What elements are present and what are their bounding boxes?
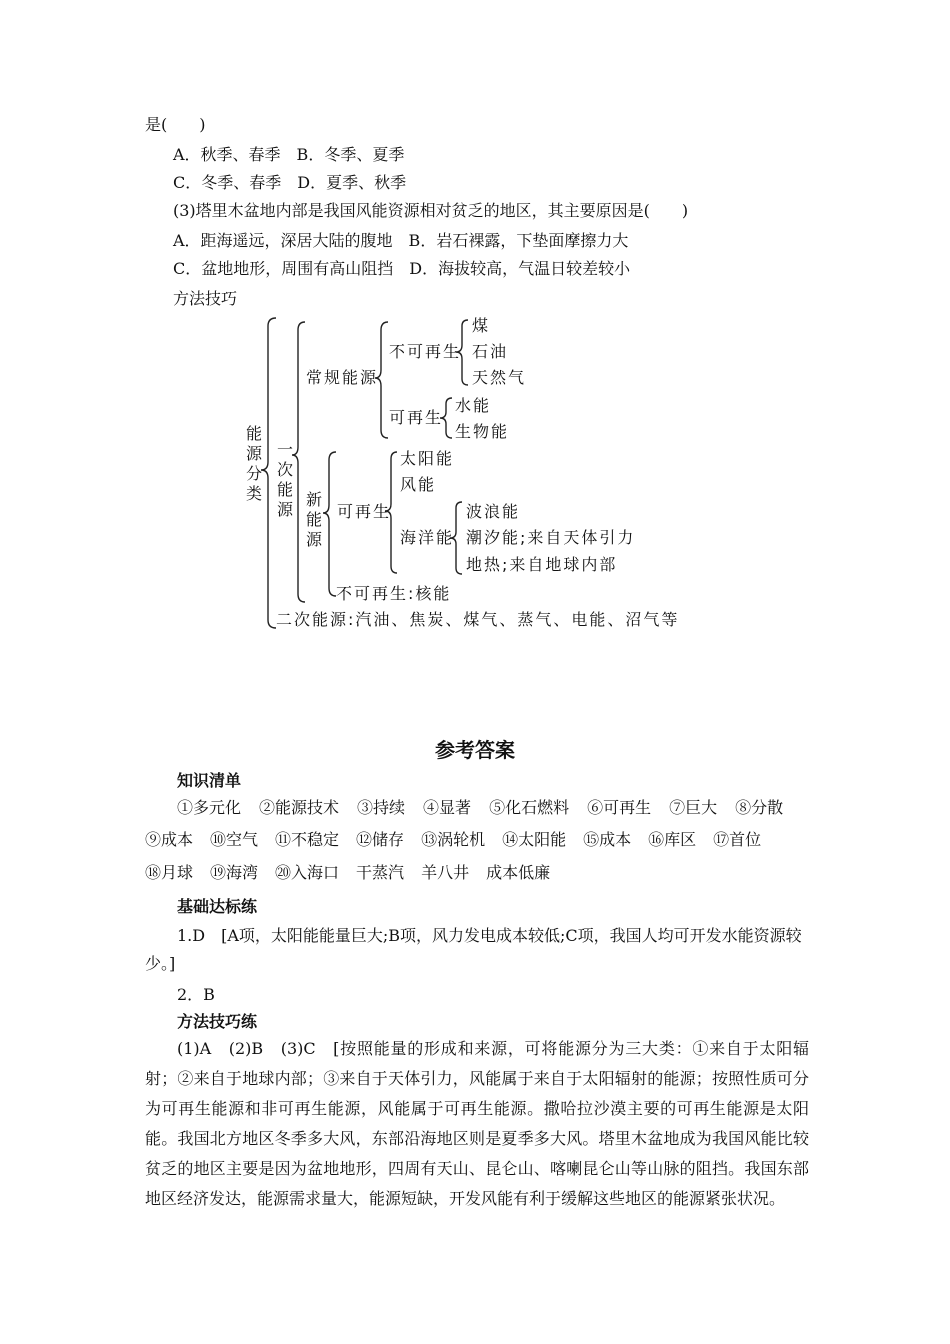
- list-item: ⑳入海口: [275, 863, 340, 882]
- list-item: ⑤化石燃料: [489, 798, 570, 817]
- list-item: 干蒸汽: [356, 863, 405, 882]
- q2-tail: 是( ): [145, 115, 206, 134]
- list-item: ⑨成本: [145, 830, 194, 849]
- list-item: ④显著: [423, 798, 472, 817]
- diagram-solar: 太阳能: [400, 449, 455, 468]
- list-item: ⑱月球: [145, 863, 194, 882]
- list-item: 羊八井: [421, 863, 470, 882]
- diagram-new-nonrenewable: 不可再生:核能: [336, 584, 452, 603]
- diagram-geothermal: 地热;来自地球内部: [466, 555, 618, 574]
- diagram-hydro: 水能: [455, 396, 492, 415]
- diagram-gas: 天然气: [472, 368, 527, 387]
- method-heading: 方法技巧: [173, 289, 238, 308]
- diagram-coal: 煤: [472, 316, 491, 335]
- list-item: ⑰首位: [713, 830, 762, 849]
- diagram-nonrenewable: 不可再生: [389, 342, 462, 361]
- diagram-ocean: 海洋能: [400, 528, 455, 547]
- diagram-wind: 风能: [400, 475, 437, 494]
- diagram-primary-label: 一次能源: [276, 440, 293, 519]
- answers-title: 参考答案: [435, 738, 515, 762]
- knowledge-row-1: [177, 797, 783, 819]
- list-item: ⑭太阳能: [502, 830, 567, 849]
- q3-options-2: C．盆地地形，周围有高山阻挡 D．海拔较高，气温日较差较小: [173, 259, 631, 278]
- diagram-tidal: 潮汐能;来自天体引力: [466, 528, 636, 547]
- list-item: ⑯库区: [648, 830, 697, 849]
- knowledge-row-3: [145, 862, 550, 884]
- list-item: ⑧分散: [735, 798, 784, 817]
- diagram-secondary: 二次能源:汽油、焦炭、煤气、蒸气、电能、沼气等: [276, 610, 680, 629]
- diagram-conventional: 常规能源: [306, 368, 379, 387]
- list-item: 成本低廉: [486, 863, 551, 882]
- list-item: ⑥可再生: [587, 798, 652, 817]
- list-item: ⑫储存: [356, 830, 405, 849]
- diagram-bio: 生物能: [455, 422, 510, 441]
- list-item: ①多元化: [177, 798, 242, 817]
- diagram-root-label: 能源分类: [245, 424, 262, 503]
- list-item: ③持续: [357, 798, 406, 817]
- list-item: ⑪不稳定: [275, 830, 340, 849]
- diagram-wave: 波浪能: [466, 502, 521, 521]
- diagram-new-energy: 新能源: [305, 490, 322, 549]
- list-item: ②能源技术: [259, 798, 340, 817]
- knowledge-heading: 知识清单: [177, 771, 242, 790]
- basic-answer-1a: 1.D [A项，太阳能能量巨大;B项，风力发电成本较低;C项，我国人均可开发水能资源较: [177, 926, 802, 945]
- q2-options-1: A．秋季、春季 B．冬季、夏季: [173, 145, 405, 164]
- diagram-new-renewable: 可再生: [337, 502, 392, 521]
- list-item: ⑲海湾: [210, 863, 259, 882]
- diagram-renewable: 可再生: [389, 408, 444, 427]
- basic-answer-1b: 少。]: [145, 954, 176, 973]
- list-item: ⑬涡轮机: [421, 830, 486, 849]
- basic-heading: 基础达标练: [177, 897, 258, 916]
- list-item: ⑮成本: [583, 830, 632, 849]
- method-practice-text: (1)A (2)B (3)C [按照能量的形成和来源，可将能源分为三大类：①来自于太阳辐射；②来自于地球内部；③来自于天体引力，风能属于来自于太阳辐射的能源；按照性质可分为可再生能源和非可再生能源，风能属于可再生能源。撒哈拉沙漠主要的可再生能源是太阳能。我国北方地区冬季多大风，东部沿海地区则是夏季多大风。塔里木盆地成为我国风能比较贫乏的地区主要是因为盆地地形，四周有天山、昆仑山、喀喇昆仑山等山脉的阻挡。我国东部地区经济发达，能源需求量大，能源短缺，开发风能有利于缓解这些地区的能源紧张状况。: [145, 1039, 809, 1208]
- q2-options-2: C．冬季、春季 D．夏季、秋季: [173, 173, 407, 192]
- method-practice-heading: 方法技巧练: [177, 1012, 258, 1031]
- q3-options-1: A．距海遥远，深居大陆的腹地 B．岩石裸露，下垫面摩擦力大: [173, 231, 629, 250]
- knowledge-row-2: [145, 829, 761, 851]
- q3-stem: (3)塔里木盆地内部是我国风能资源相对贫乏的地区，其主要原因是( ): [173, 201, 689, 220]
- list-item: ⑦巨大: [669, 798, 718, 817]
- basic-answer-2: 2．B: [177, 985, 215, 1004]
- list-item: ⑩空气: [210, 830, 259, 849]
- diagram-oil: 石油: [472, 342, 509, 361]
